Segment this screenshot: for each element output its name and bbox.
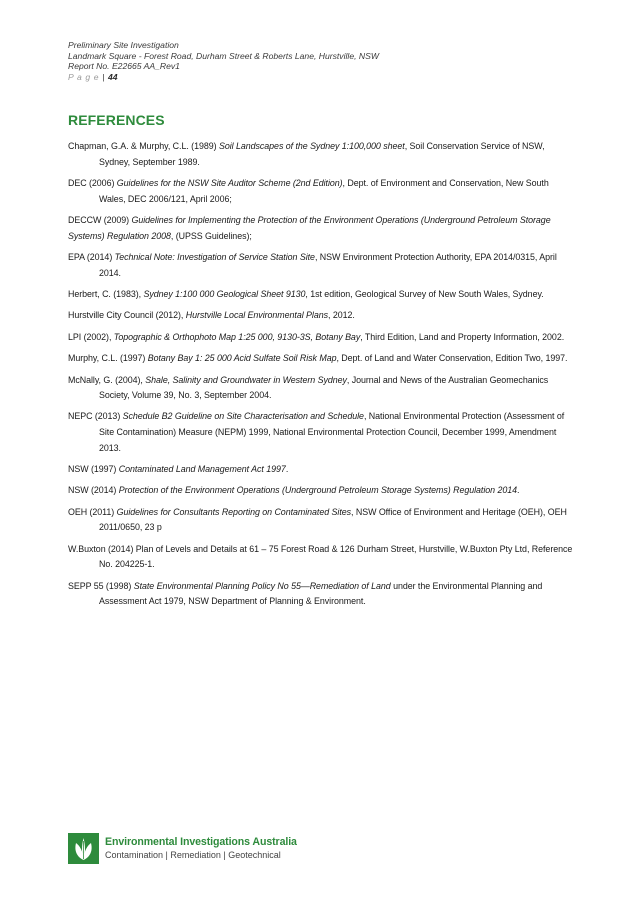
reference-author: EPA (2014)	[68, 251, 115, 262]
reference-title: State Environmental Planning Policy No 55—Remediation of Land	[133, 580, 391, 591]
reference-details: , NSW Office of Environment and Heritage (OEH), OEH 2011/0650, 23 p	[99, 506, 567, 533]
reference-item	[68, 409, 573, 456]
reference-author: LPI (2002),	[68, 331, 114, 342]
reference-item	[68, 373, 573, 404]
reference-author: Murphy, C.L. (1997)	[68, 353, 148, 364]
reference-author: Hurstville City Council (2012),	[68, 310, 186, 321]
reference-details: , NSW Environment Protection Authority, EPA 2014/0315, April 2014.	[99, 251, 557, 278]
reference-title: Protection of the Environment Operations (Underground Petroleum Storage Systems) Regulation 2014	[118, 485, 517, 496]
reference-title: Guidelines for Consultants Reporting on Contaminated Sites	[116, 506, 352, 517]
reference-title: Soil Landscapes of the Sydney 1:100,000 sheet	[218, 141, 405, 151]
reference-item	[68, 542, 573, 573]
reference-item	[68, 330, 573, 346]
reference-title: Contaminated Land Management Act 1997	[118, 464, 286, 475]
header-page-line	[68, 72, 379, 83]
reference-item	[68, 287, 573, 303]
reference-details: , Dept. of Environment and Conservation, New South Wales, DEC 2006/121, April 2006;	[99, 177, 549, 204]
reference-item	[68, 250, 573, 281]
reference-item	[68, 505, 573, 536]
page-number: 44	[107, 71, 118, 82]
leaf-logo-icon	[68, 833, 99, 864]
company-name: Environmental Investigations Australia	[105, 835, 297, 848]
reference-author: NSW (2014)	[68, 485, 119, 496]
reference-item	[68, 351, 573, 367]
reference-details: , 1st edition, Geological Survey of New South Wales, Sydney.	[305, 288, 544, 299]
reference-title: Shale, Salinity and Groundwater in Western Sydney	[145, 374, 347, 385]
reference-item	[68, 139, 573, 170]
page-separator: |	[102, 71, 105, 82]
reference-details: , Dept. of Land and Water Conservation, Edition Two, 1997.	[336, 353, 568, 364]
page-footer	[68, 831, 297, 865]
reference-author: Herbert, C. (1983),	[68, 288, 144, 299]
reference-item	[68, 579, 573, 610]
reference-details: , 2012.	[328, 310, 355, 321]
reference-title: Schedule B2 Guideline on Site Characterisation and Schedule	[122, 411, 364, 422]
reference-title: Topographic & Orthophoto Map 1:25 000, 9130-3S, Botany Bay	[113, 331, 361, 342]
reference-title: Technical Note: Investigation of Service Station Site	[114, 251, 315, 262]
footer-text	[105, 836, 297, 861]
reference-author: OEH (2011)	[68, 506, 117, 517]
reference-title: Botany Bay 1: 25 000 Acid Sulfate Soil Risk Map	[147, 353, 337, 364]
reference-details: , Journal and News of the Australian Geomechanics Society, Volume 39, No. 3, September 2004.	[99, 374, 549, 401]
page-label: P a g e	[68, 71, 100, 82]
reference-item	[68, 462, 573, 478]
reference-details: , Soil Conservation Service of NSW, Sydney, September 1989.	[99, 141, 545, 167]
reference-item	[68, 176, 573, 207]
reference-author: DECCW (2009)	[68, 214, 132, 225]
reference-details: , Third Edition, Land and Property Information, 2002.	[360, 331, 565, 342]
reference-author: NSW (1997)	[68, 464, 119, 475]
page-header	[68, 40, 379, 82]
reference-item	[68, 308, 573, 324]
reference-title: Guidelines for the NSW Site Auditor Scheme (2nd Edition)	[116, 177, 343, 188]
reference-title: Hurstville Local Environmental Plans	[185, 310, 329, 321]
reference-details: under the Environmental Planning and Assessment Act 1979, NSW Department of Planning & Environment.	[99, 580, 543, 607]
reference-title: Sydney 1:100 000 Geological Sheet 9130	[143, 288, 306, 299]
reference-author: DEC (2006)	[68, 177, 117, 188]
reference-title: Guidelines for Implementing the Protection of the Environment Operations (Underground Petroleum Storage Systems) Regulation 2008	[68, 214, 551, 241]
reference-details: .	[285, 464, 289, 475]
references-list	[68, 139, 573, 616]
reference-author: McNally, G. (2004),	[68, 374, 146, 385]
section-title: REFERENCES	[68, 112, 165, 128]
reference-details: .	[517, 485, 520, 496]
reference-item	[68, 213, 573, 244]
header-site-address: Landmark Square - Forest Road, Durham Street & Roberts Lane, Hurstville, NSW	[68, 50, 379, 61]
reference-author: SEPP 55 (1998)	[68, 580, 134, 591]
reference-details: , (UPSS Guidelines);	[170, 230, 252, 241]
reference-item	[68, 483, 573, 499]
header-report-title: Preliminary Site Investigation	[68, 40, 179, 50]
reference-author: W.Buxton (2014) Plan of Levels and Details at 61 – 75 Forest Road & 126 Durham Street, Hurstville, W.Buxton Pty Ltd, Reference No. 204225-1.	[68, 543, 573, 570]
reference-details: , National Environmental Protection (Assessment of Site Contamination) Measure (NEPM) 1999, National Environmental Protection Council, December 1999, Amendment 2013.	[99, 411, 565, 453]
company-tagline: Contamination | Remediation | Geotechnical	[105, 849, 281, 860]
reference-author: NEPC (2013)	[68, 411, 123, 422]
header-report-number: Report No. E22665 AA_Rev1	[68, 61, 180, 72]
reference-author: Chapman, G.A. & Murphy, C.L. (1989)	[68, 141, 219, 151]
